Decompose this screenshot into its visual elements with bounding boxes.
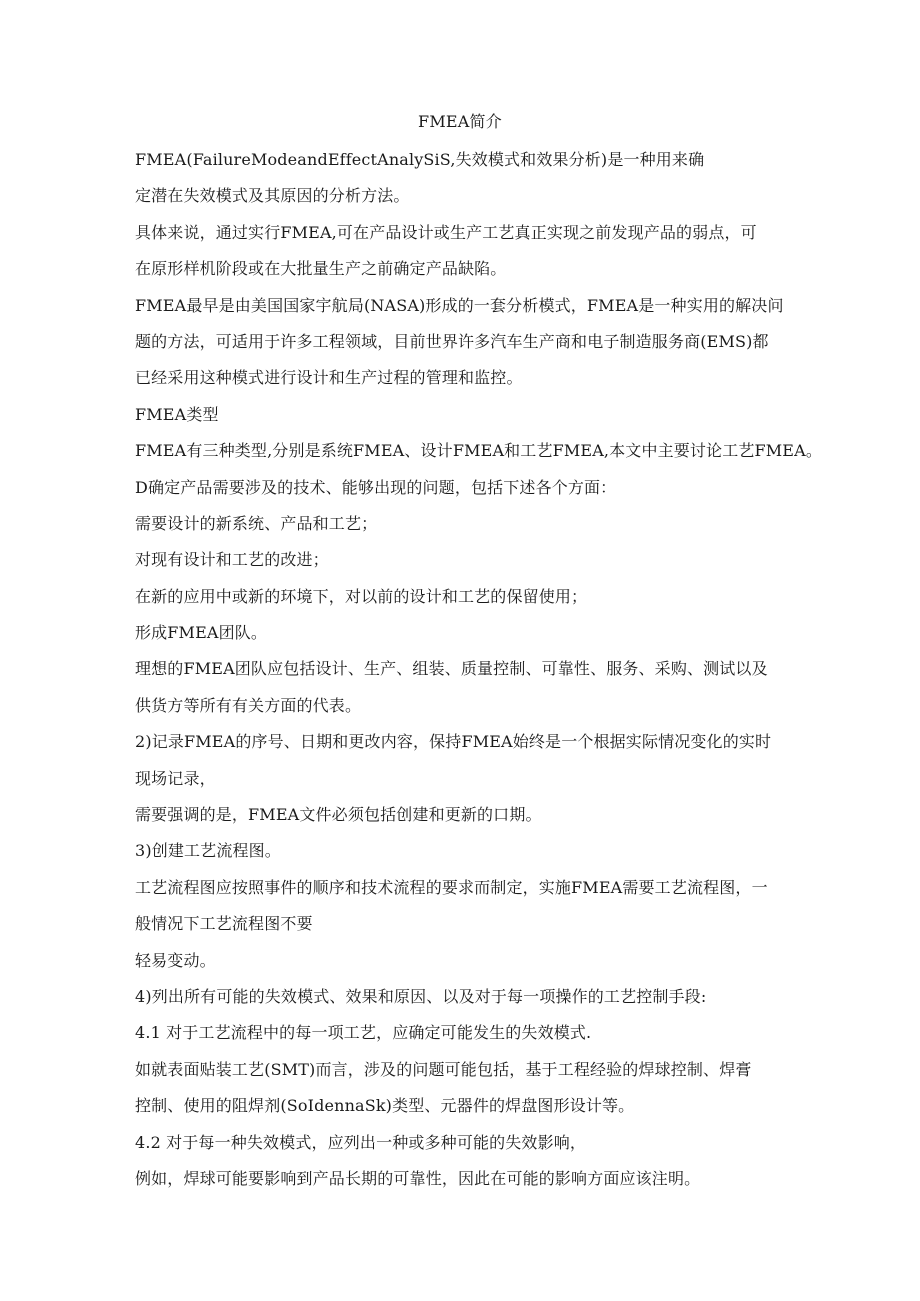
text-line: 般情况下工艺流程图不要 <box>135 914 313 934</box>
text-line: 轻易变动。 <box>135 950 216 970</box>
text-line: 具体来说，通过实行FMEA,可在产品设计或生产工艺真正实现之前发现产品的弱点，可 <box>135 222 757 242</box>
text-line: 4.1 对于工艺流程中的每一项工艺，应确定可能发生的失效模式. <box>135 1023 592 1043</box>
text-line: 如就表面贴装工艺(SMT)而言，涉及的问题可能包括，基于工程经验的焊球控制、焊膏 <box>135 1059 752 1079</box>
text-line: 需要设计的新系统、产品和工艺； <box>135 513 378 533</box>
text-line: 在新的应用中或新的环境下，对以前的设计和工艺的保留使用； <box>135 586 588 606</box>
text-line: 定潜在失效模式及其原因的分析方法。 <box>135 186 410 206</box>
text-line: 在原形样机阶段或在大批量生产之前确定产品缺陷。 <box>135 259 507 279</box>
text-line: 3)创建工艺流程图。 <box>135 841 281 861</box>
text-line: 2)记录FMEA的序号、日期和更改内容，保持FMEA始终是一个根据实际情况变化的实时 <box>135 732 772 752</box>
text-line: D确定产品需要涉及的技术、能够出现的问题，包括下述各个方面： <box>135 477 617 497</box>
text-line: 形成FMEA团队。 <box>135 623 268 643</box>
text-line: FMEA最早是由美国国家宇航局(NASA)形成的一套分析模式，FMEA是一种实用的解决问 <box>135 295 784 315</box>
text-line: 工艺流程图应按照事件的顺序和技术流程的要求而制定，实施FMEA需要工艺流程图，一 <box>135 877 768 897</box>
text-line: 控制、使用的阻焊剂(SoIdennaSk)类型、元器件的焊盘图形设计等。 <box>135 1096 635 1116</box>
text-line: FMEA有三种类型,分别是系统FMEA、设计FMEA和工艺FMEA,本文中主要讨论工艺FMEA。 <box>135 441 822 461</box>
text-line: 对现有设计和工艺的改进； <box>135 550 329 570</box>
text-line: 题的方法，可适用于许多工程领域，目前世界许多汽车生产商和电子制造服务商(EMS)都 <box>135 331 769 351</box>
text-line: 4.2 对于每一种失效模式，应列出一种或多种可能的失效影响， <box>135 1132 587 1152</box>
section-heading: FMEA类型 <box>135 404 219 424</box>
text-line: 例如，焊球可能要影响到产品长期的可靠性，因此在可能的影响方面应该注明。 <box>135 1168 701 1188</box>
document-body <box>135 147 822 1202</box>
text-line: 理想的FMEA团队应包括设计、生产、组装、质量控制、可靠性、服务、采购、测试以及 <box>135 659 768 679</box>
text-line: 需要强调的是，FMEA文件必须包括创建和更新的口期。 <box>135 805 542 825</box>
text-line: 4)列出所有可能的失效模式、效果和原因、以及对于每一项操作的工艺控制手段: <box>135 986 707 1006</box>
document-title: FMEA简介 <box>418 112 502 131</box>
text-line: 现场记录， <box>135 768 216 788</box>
text-line: 已经采用这种模式进行设计和生产过程的管理和监控。 <box>135 368 523 388</box>
text-line: FMEA(FailureModeandEffectAnalySiS,失效模式和效果分析)是一种用来确 <box>135 150 705 169</box>
text-line: 供货方等所有有关方面的代表。 <box>135 695 362 715</box>
